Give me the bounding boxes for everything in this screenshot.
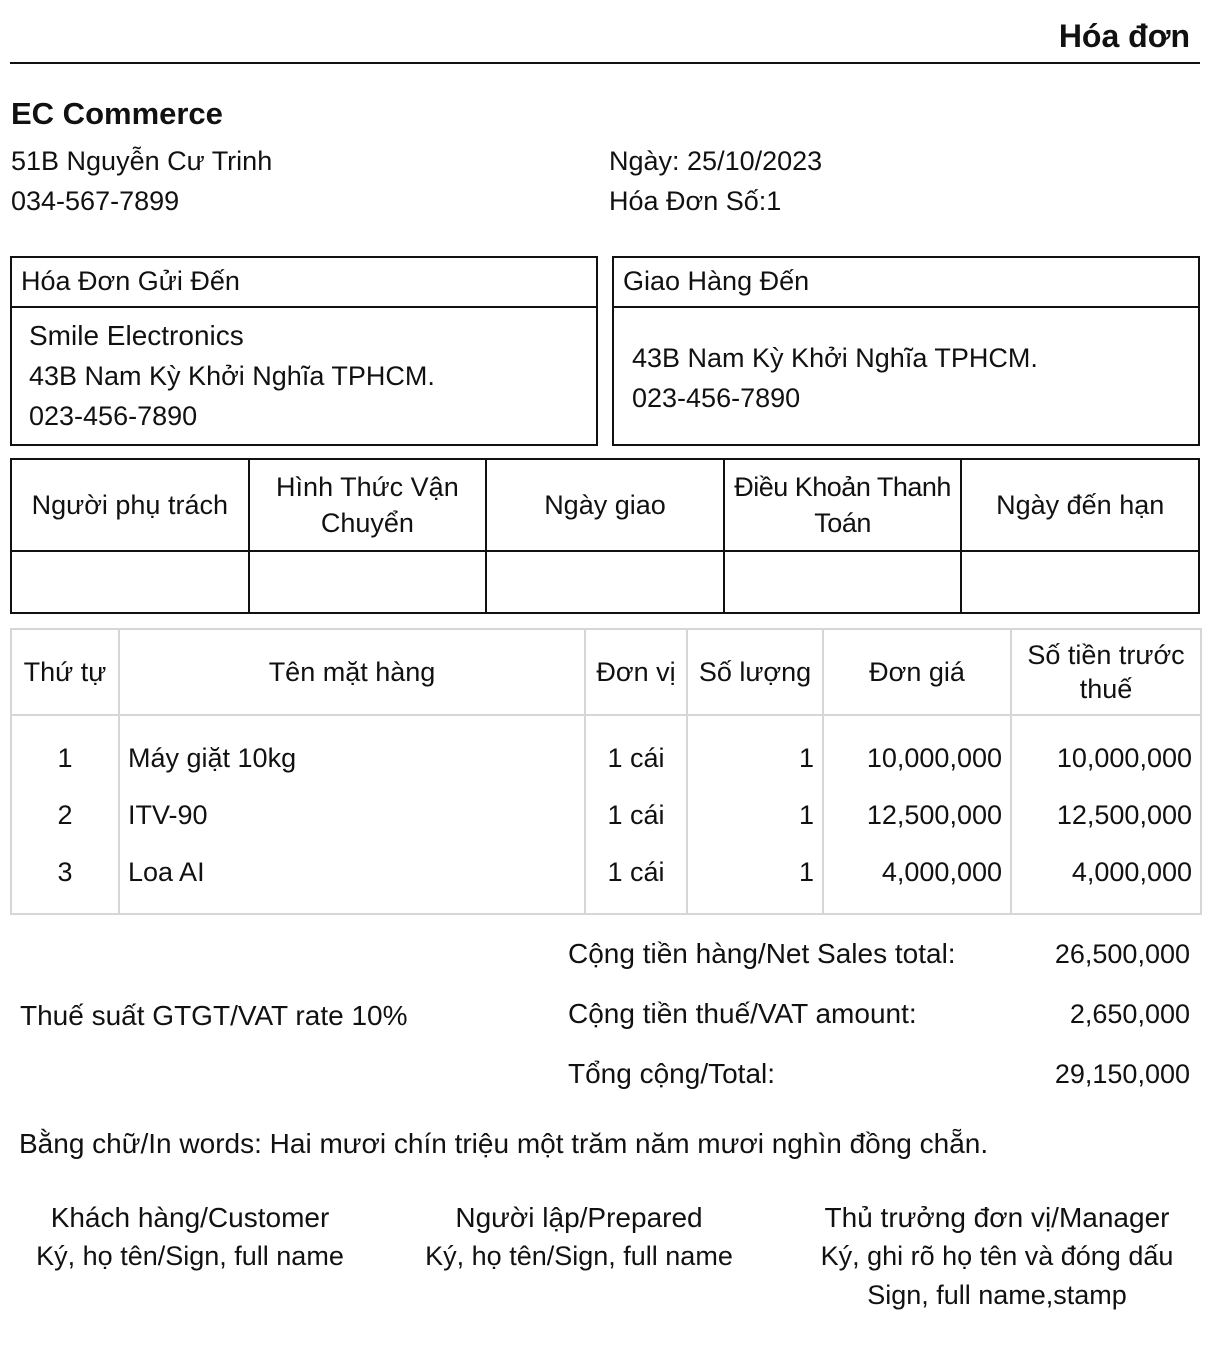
item-amount: 10,000,000: [1011, 715, 1201, 787]
row-index: 3: [11, 844, 119, 914]
item-unit: 1 cái: [585, 844, 687, 914]
info-value: [11, 551, 249, 613]
customer-signature: [0, 1198, 390, 1276]
col-header: Thứ tự: [11, 629, 119, 715]
seller-name: EC Commerce: [11, 96, 223, 131]
ship-to-phone: 023-456-7890: [632, 383, 801, 413]
bill-to-box: [10, 256, 598, 446]
grand-total-value: 29,150,000: [1054, 1059, 1190, 1089]
row-index: 2: [11, 787, 119, 844]
preparer-sign-note: Ký, họ tên/Sign, full name: [425, 1241, 733, 1271]
item-qty: 1: [687, 787, 823, 844]
manager-sign-note: Sign, full name,stamp: [867, 1280, 1127, 1310]
delivery-info-table: [10, 458, 1200, 614]
col-header: Đơn vị: [585, 629, 687, 715]
item-name: Máy giặt 10kg: [119, 715, 585, 787]
vat-amount-label: Cộng tiền thuế/VAT amount:: [568, 998, 917, 1029]
invoice-number: Hóa Đơn Số:1: [609, 186, 782, 216]
ship-to-heading: Giao Hàng Đến: [614, 258, 1198, 308]
header-divider: [10, 62, 1200, 64]
item-name: Loa AI: [119, 844, 585, 914]
items-header-row: [11, 629, 1201, 715]
net-total-value: 26,500,000: [1054, 939, 1190, 969]
preparer-signature: [379, 1198, 779, 1276]
item-price: 4,000,000: [823, 844, 1011, 914]
customer-sign-title: Khách hàng/Customer: [50, 1202, 330, 1233]
item-amount: 12,500,000: [1011, 787, 1201, 844]
amount-in-words: Bằng chữ/In words: Hai mươi chín triệu một trăm năm mươi nghìn đồng chẵn.: [19, 1128, 989, 1159]
vat-rate: Thuế suất GTGT/VAT rate 10%: [20, 1000, 408, 1031]
ship-to-box: [612, 256, 1200, 446]
table-row: [11, 844, 1201, 914]
col-header: Đơn giá: [823, 629, 1011, 715]
info-header: Điều Khoản Thanh Toán: [724, 459, 962, 551]
items-table: [10, 628, 1202, 915]
item-amount: 4,000,000: [1011, 844, 1201, 914]
bill-to-phone: 023-456-7890: [29, 401, 198, 431]
customer-sign-note: Ký, họ tên/Sign, full name: [36, 1241, 344, 1271]
row-index: 1: [11, 715, 119, 787]
info-value: [486, 551, 724, 613]
item-name: ITV-90: [119, 787, 585, 844]
invoice-title: Hóa đơn: [1058, 18, 1190, 54]
info-header: Ngày giao: [486, 459, 724, 551]
table-row: [11, 715, 1201, 787]
info-header: Hình Thức Vận Chuyển: [249, 459, 487, 551]
manager-sign-title: Thủ trưởng đơn vị/Manager: [824, 1202, 1170, 1233]
bill-to-address: 43B Nam Kỳ Khởi Nghĩa TPHCM.: [29, 361, 435, 391]
seller-address: 51B Nguyễn Cư Trinh: [11, 146, 273, 176]
item-price: 10,000,000: [823, 715, 1011, 787]
item-price: 12,500,000: [823, 787, 1011, 844]
bill-to-name: Smile Electronics: [29, 320, 244, 351]
item-qty: 1: [687, 844, 823, 914]
info-value: [724, 551, 962, 613]
manager-signature: [797, 1198, 1197, 1315]
grand-total-label: Tổng cộng/Total:: [568, 1058, 776, 1089]
preparer-sign-title: Người lập/Prepared: [455, 1202, 703, 1233]
item-qty: 1: [687, 715, 823, 787]
item-unit: 1 cái: [585, 715, 687, 787]
bill-to-heading: Hóa Đơn Gửi Đến: [12, 258, 596, 308]
ship-to-address: 43B Nam Kỳ Khởi Nghĩa TPHCM.: [632, 343, 1038, 373]
info-value-row: [11, 551, 1199, 613]
info-header: Người phụ trách: [11, 459, 249, 551]
item-unit: 1 cái: [585, 787, 687, 844]
col-header: Số lượng: [687, 629, 823, 715]
table-row: [11, 787, 1201, 844]
manager-sign-note: Ký, ghi rõ họ tên và đóng dấu: [820, 1241, 1174, 1271]
seller-phone: 034-567-7899: [11, 186, 180, 216]
invoice-date: Ngày: 25/10/2023: [609, 146, 823, 176]
info-value: [249, 551, 487, 613]
info-value: [961, 551, 1199, 613]
col-header: Tên mặt hàng: [119, 629, 585, 715]
info-header-row: [11, 459, 1199, 551]
info-header: Ngày đến hạn: [961, 459, 1199, 551]
vat-amount-value: 2,650,000: [1069, 999, 1190, 1029]
net-total-label: Cộng tiền hàng/Net Sales total:: [568, 938, 956, 969]
col-header: Số tiền trước thuế: [1011, 629, 1201, 715]
